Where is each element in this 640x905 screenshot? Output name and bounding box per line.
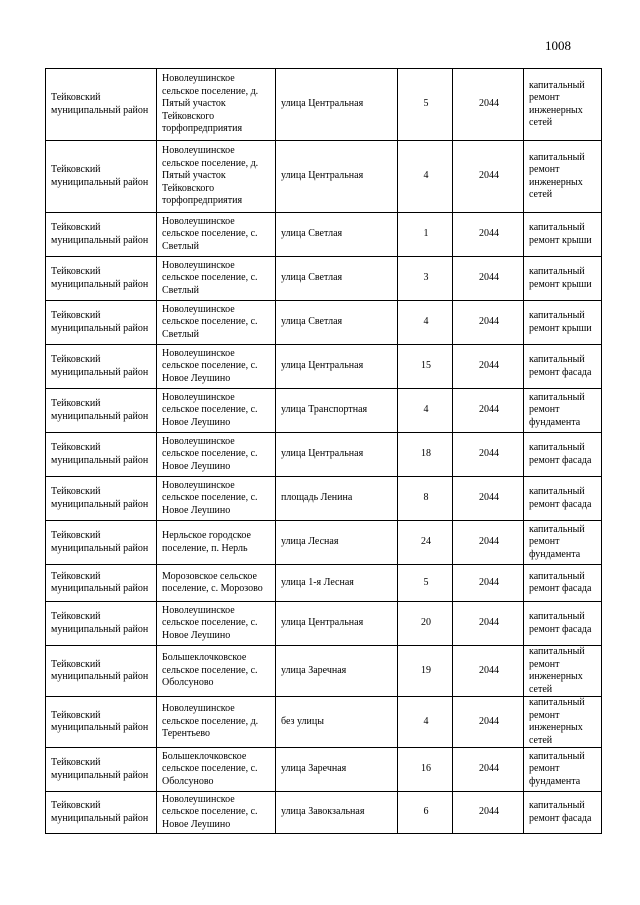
- district-cell: Тейковский муниципальный район: [46, 697, 157, 748]
- house-number-cell: 8: [398, 477, 453, 521]
- street-cell: улица Заречная: [276, 646, 398, 697]
- street-cell: улица Центральная: [276, 345, 398, 389]
- house-number-cell: 4: [398, 389, 453, 433]
- work-type-cell: капитальный ремонт фасада: [524, 345, 602, 389]
- district-cell: Тейковский муниципальный район: [46, 69, 157, 141]
- district-cell: Тейковский муниципальный район: [46, 433, 157, 477]
- page-number: 1008: [545, 38, 571, 53]
- settlement-cell: Новолеушинское сельское поселение, с. Новое Леушино: [157, 389, 276, 433]
- street-cell: улица Центральная: [276, 433, 398, 477]
- year-cell: 2044: [453, 345, 524, 389]
- year-cell: 2044: [453, 141, 524, 213]
- district-cell: Тейковский муниципальный район: [46, 141, 157, 213]
- street-cell: улица Транспортная: [276, 389, 398, 433]
- work-type-cell: капитальный ремонт фасада: [524, 477, 602, 521]
- district-cell: Тейковский муниципальный район: [46, 257, 157, 301]
- district-cell: Тейковский муниципальный район: [46, 521, 157, 565]
- table-row: [46, 646, 602, 697]
- table-row: [46, 345, 602, 389]
- house-number-cell: 3: [398, 257, 453, 301]
- work-type-cell: капитальный ремонт фасада: [524, 792, 602, 834]
- settlement-cell: Новолеушинское сельское поселение, с. Новое Леушино: [157, 433, 276, 477]
- street-cell: улица Светлая: [276, 301, 398, 345]
- street-cell: площадь Ленина: [276, 477, 398, 521]
- settlement-cell: Нерльское городское поселение, п. Нерль: [157, 521, 276, 565]
- year-cell: 2044: [453, 389, 524, 433]
- year-cell: 2044: [453, 565, 524, 602]
- table-row: [46, 141, 602, 213]
- year-cell: 2044: [453, 521, 524, 565]
- settlement-cell: Новолеушинское сельское поселение, с. Новое Леушино: [157, 477, 276, 521]
- year-cell: 2044: [453, 69, 524, 141]
- street-cell: улица Центральная: [276, 69, 398, 141]
- street-cell: без улицы: [276, 697, 398, 748]
- settlement-cell: Новолеушинское сельское поселение, с. Новое Леушино: [157, 345, 276, 389]
- settlement-cell: Новолеушинское сельское поселение, с. Светлый: [157, 213, 276, 257]
- house-number-cell: 5: [398, 69, 453, 141]
- district-cell: Тейковский муниципальный район: [46, 213, 157, 257]
- street-cell: улица Центральная: [276, 141, 398, 213]
- work-type-cell: капитальный ремонт крыши: [524, 301, 602, 345]
- settlement-cell: Морозовское сельское поселение, с. Морозово: [157, 565, 276, 602]
- year-cell: 2044: [453, 792, 524, 834]
- house-number-cell: 4: [398, 301, 453, 345]
- work-type-cell: капитальный ремонт крыши: [524, 213, 602, 257]
- table-row: [46, 748, 602, 792]
- work-type-cell: капитальный ремонт фасада: [524, 602, 602, 646]
- house-number-cell: 5: [398, 565, 453, 602]
- district-cell: Тейковский муниципальный район: [46, 748, 157, 792]
- house-number-cell: 19: [398, 646, 453, 697]
- work-type-cell: капитальный ремонт фасада: [524, 565, 602, 602]
- settlement-cell: Новолеушинское сельское поселение, с. Светлый: [157, 257, 276, 301]
- table-row: [46, 792, 602, 834]
- table-row: [46, 213, 602, 257]
- work-type-cell: капитальный ремонт фундамента: [524, 389, 602, 433]
- table-row: [46, 257, 602, 301]
- settlement-cell: Новолеушинское сельское поселение, д. Пятый участок Тейковского торфопредприятия: [157, 69, 276, 141]
- year-cell: 2044: [453, 213, 524, 257]
- district-cell: Тейковский муниципальный район: [46, 792, 157, 834]
- work-type-cell: капитальный ремонт инженерных сетей: [524, 646, 602, 697]
- settlement-cell: Большеклочковское сельское поселение, с. Оболсуново: [157, 748, 276, 792]
- house-number-cell: 20: [398, 602, 453, 646]
- district-cell: Тейковский муниципальный район: [46, 477, 157, 521]
- house-number-cell: 4: [398, 141, 453, 213]
- repair-schedule-table: [45, 68, 602, 834]
- work-type-cell: капитальный ремонт фундамента: [524, 748, 602, 792]
- year-cell: 2044: [453, 748, 524, 792]
- work-type-cell: капитальный ремонт инженерных сетей: [524, 69, 602, 141]
- settlement-cell: Новолеушинское сельское поселение, с. Новое Леушино: [157, 792, 276, 834]
- settlement-cell: Новолеушинское сельское поселение, д. Пятый участок Тейковского торфопредприятия: [157, 141, 276, 213]
- table-row: [46, 301, 602, 345]
- table-row: [46, 521, 602, 565]
- table-row: [46, 69, 602, 141]
- house-number-cell: 18: [398, 433, 453, 477]
- district-cell: Тейковский муниципальный район: [46, 301, 157, 345]
- street-cell: улица 1-я Лесная: [276, 565, 398, 602]
- work-type-cell: капитальный ремонт фасада: [524, 433, 602, 477]
- year-cell: 2044: [453, 301, 524, 345]
- house-number-cell: 15: [398, 345, 453, 389]
- district-cell: Тейковский муниципальный район: [46, 646, 157, 697]
- work-type-cell: капитальный ремонт инженерных сетей: [524, 697, 602, 748]
- house-number-cell: 6: [398, 792, 453, 834]
- street-cell: улица Светлая: [276, 213, 398, 257]
- work-type-cell: капитальный ремонт инженерных сетей: [524, 141, 602, 213]
- table-row: [46, 433, 602, 477]
- table-row: [46, 602, 602, 646]
- settlement-cell: Новолеушинское сельское поселение, с. Новое Леушино: [157, 602, 276, 646]
- table-row: [46, 565, 602, 602]
- table-row: [46, 389, 602, 433]
- street-cell: улица Завокзальная: [276, 792, 398, 834]
- district-cell: Тейковский муниципальный район: [46, 389, 157, 433]
- street-cell: улица Центральная: [276, 602, 398, 646]
- year-cell: 2044: [453, 477, 524, 521]
- table-body: [46, 69, 602, 834]
- house-number-cell: 16: [398, 748, 453, 792]
- table-row: [46, 697, 602, 748]
- work-type-cell: капитальный ремонт фундамента: [524, 521, 602, 565]
- year-cell: 2044: [453, 257, 524, 301]
- house-number-cell: 4: [398, 697, 453, 748]
- house-number-cell: 1: [398, 213, 453, 257]
- settlement-cell: Большеклочковское сельское поселение, с. Оболсуново: [157, 646, 276, 697]
- settlement-cell: Новолеушинское сельское поселение, д. Терентьево: [157, 697, 276, 748]
- year-cell: 2044: [453, 602, 524, 646]
- table-row: [46, 477, 602, 521]
- street-cell: улица Лесная: [276, 521, 398, 565]
- settlement-cell: Новолеушинское сельское поселение, с. Светлый: [157, 301, 276, 345]
- year-cell: 2044: [453, 433, 524, 477]
- work-type-cell: капитальный ремонт крыши: [524, 257, 602, 301]
- house-number-cell: 24: [398, 521, 453, 565]
- street-cell: улица Заречная: [276, 748, 398, 792]
- year-cell: 2044: [453, 697, 524, 748]
- district-cell: Тейковский муниципальный район: [46, 345, 157, 389]
- district-cell: Тейковский муниципальный район: [46, 602, 157, 646]
- year-cell: 2044: [453, 646, 524, 697]
- district-cell: Тейковский муниципальный район: [46, 565, 157, 602]
- street-cell: улица Светлая: [276, 257, 398, 301]
